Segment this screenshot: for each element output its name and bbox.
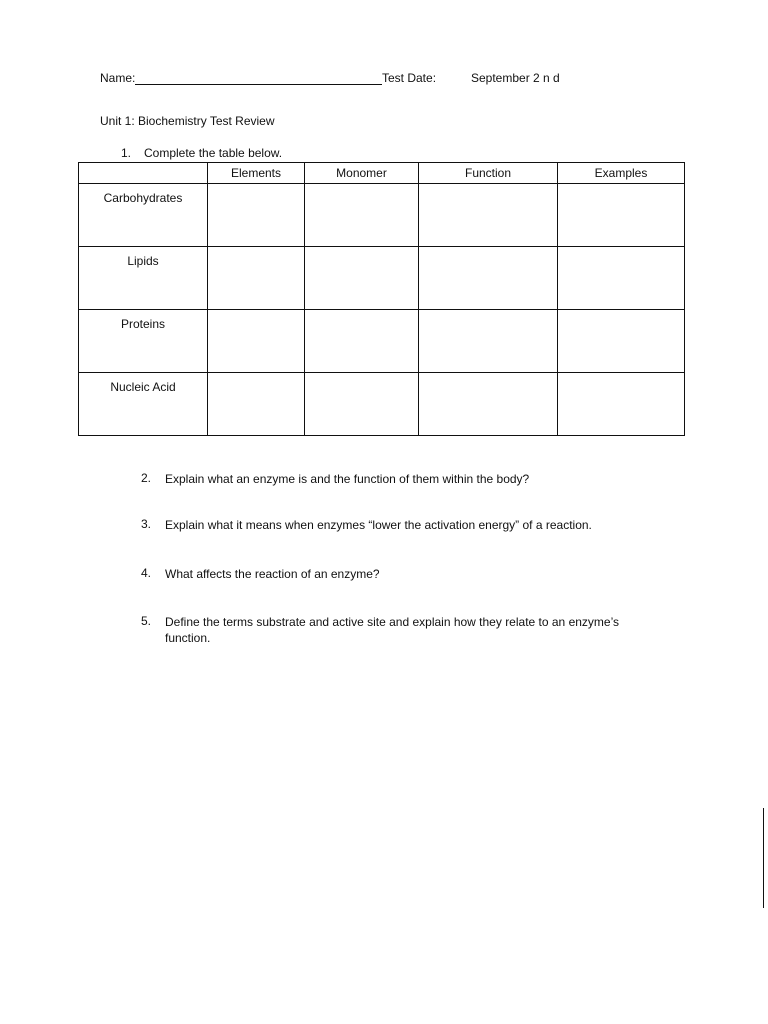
test-date-value: September 2 n d bbox=[471, 71, 560, 85]
answer-cell[interactable] bbox=[558, 373, 685, 436]
question-1-text: Complete the table below. bbox=[144, 146, 283, 160]
answer-cell[interactable] bbox=[208, 310, 305, 373]
name-label: Name: bbox=[100, 71, 136, 85]
answer-cell[interactable] bbox=[208, 184, 305, 247]
answer-cell[interactable] bbox=[558, 247, 685, 310]
answer-cell[interactable] bbox=[419, 184, 558, 247]
question-2-text: Explain what an enzyme is and the function of them within the body? bbox=[165, 472, 530, 486]
answer-cell[interactable] bbox=[419, 247, 558, 310]
question-2-number: 2. bbox=[141, 471, 152, 485]
question-3-text: Explain what it means when enzymes “lower the activation energy” of a reaction. bbox=[165, 518, 592, 532]
question-4-number: 4. bbox=[141, 566, 152, 580]
table-row bbox=[79, 373, 685, 436]
answer-cell[interactable] bbox=[208, 247, 305, 310]
page-title: Unit 1: Biochemistry Test Review bbox=[100, 114, 275, 128]
answer-cell[interactable] bbox=[305, 184, 419, 247]
answer-cell[interactable] bbox=[208, 373, 305, 436]
page-edge-line bbox=[763, 808, 764, 908]
row-label-carbohydrates: Carbohydrates bbox=[79, 184, 208, 247]
answer-cell[interactable] bbox=[419, 373, 558, 436]
question-1-number: 1. bbox=[121, 146, 132, 160]
column-header-examples: Examples bbox=[558, 163, 685, 184]
answer-cell[interactable] bbox=[305, 247, 419, 310]
column-header-elements: Elements bbox=[208, 163, 305, 184]
question-5-text: Define the terms substrate and active site and explain how they relate to an enzyme’s function. bbox=[165, 615, 620, 645]
question-3-number: 3. bbox=[141, 517, 152, 531]
table-row bbox=[79, 184, 685, 247]
table-row bbox=[79, 247, 685, 310]
answer-cell[interactable] bbox=[305, 310, 419, 373]
test-date-label: Test Date: bbox=[382, 71, 437, 85]
table-row bbox=[79, 310, 685, 373]
review-table bbox=[78, 162, 685, 436]
row-label-proteins: Proteins bbox=[79, 310, 208, 373]
answer-cell[interactable] bbox=[558, 310, 685, 373]
table-header-row bbox=[79, 163, 685, 184]
question-4-text: What affects the reaction of an enzyme? bbox=[165, 567, 380, 581]
column-header-blank bbox=[79, 163, 208, 184]
answer-cell[interactable] bbox=[558, 184, 685, 247]
row-label-lipids: Lipids bbox=[79, 247, 208, 310]
name-blank-line[interactable] bbox=[135, 84, 382, 85]
answer-cell[interactable] bbox=[305, 373, 419, 436]
question-5-number: 5. bbox=[141, 614, 152, 628]
row-label-nucleic-acid: Nucleic Acid bbox=[79, 373, 208, 436]
answer-cell[interactable] bbox=[419, 310, 558, 373]
column-header-monomer: Monomer bbox=[305, 163, 419, 184]
column-header-function: Function bbox=[419, 163, 558, 184]
